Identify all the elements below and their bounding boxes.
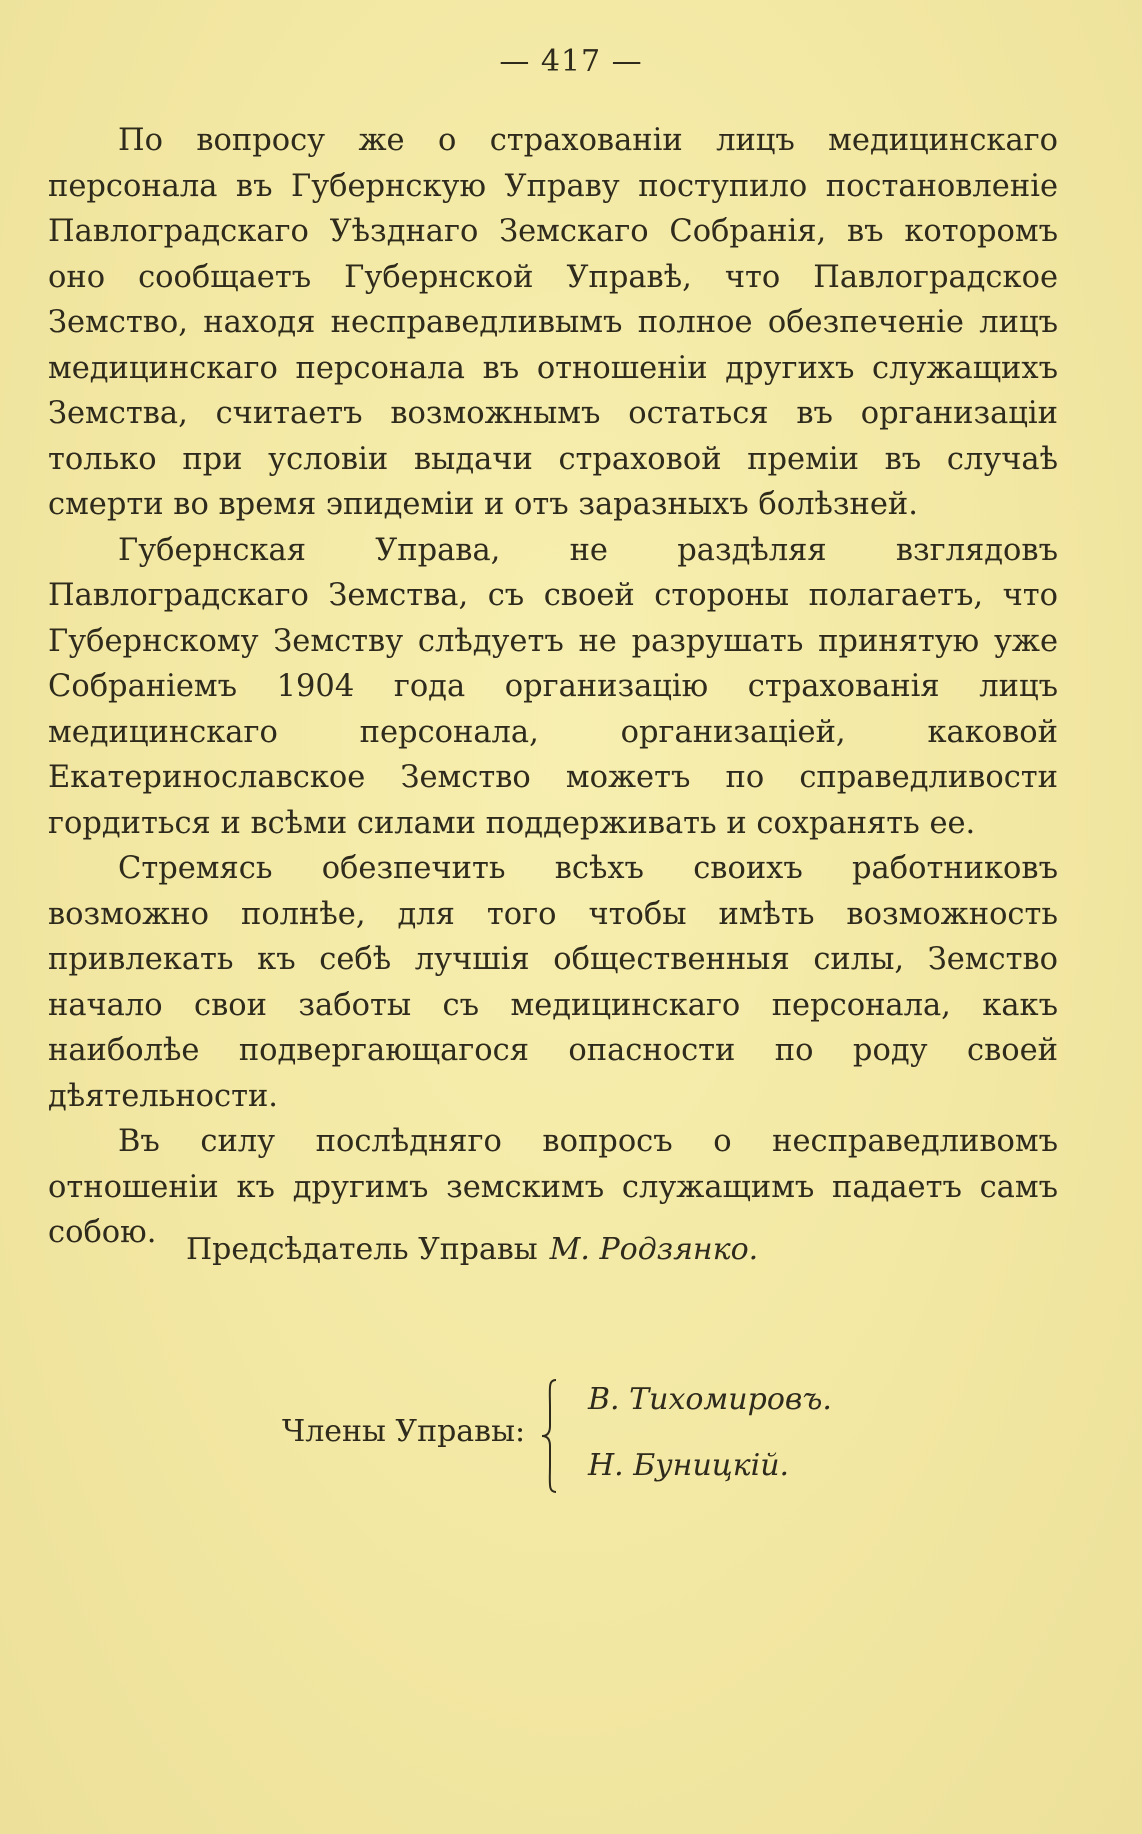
page-number: — 417 — [499, 44, 643, 79]
member-name: Н. Буницкій. [588, 1448, 790, 1483]
members-label: Члены Управы: [282, 1414, 526, 1449]
curly-brace-icon [540, 1378, 560, 1494]
chairman-name: М. Родзянко. [549, 1232, 759, 1267]
member-name: В. Тихомировъ. [588, 1382, 832, 1417]
body-text [48, 118, 1058, 1256]
paragraph: Стремясь обезпечить всѣхъ своихъ работниковъ возможно полнѣе, для того чтобы имѣть возможность привлекать къ себѣ лучшія общественныя силы, Земство начало свои заботы съ медицинскаго персонала, какъ наиболѣе подвергающагося опасности по роду своей дѣятельности. [48, 851, 1058, 1114]
board-members [282, 1372, 882, 1502]
paragraph: Въ силу послѣдняго вопросъ о несправедливомъ отношеніи къ другимъ земскимъ служащимъ падаетъ самъ собою. [48, 1124, 1058, 1250]
paragraph: По вопросу же о страхованіи лицъ медицинскаго персонала въ Губернскую Управу поступило постановленіе Павлоградскаго Уѣзднаго Земскаго Собранія, въ которомъ оно сообщаетъ Губернской Управѣ, что Павлоградское Земство, находя несправедливымъ полное обезпеченіе лицъ медицинскаго персонала въ отношеніи другихъ служащихъ Земства, считаетъ возможнымъ остаться въ организаціи только при условіи выдачи страховой преміи въ случаѣ смерти во время эпидеміи и отъ заразныхъ болѣзней. [48, 123, 1058, 522]
paragraph: Губернская Управа, не раздѣляя взглядовъ Павлоградскаго Земства, съ своей стороны полагаетъ, что Губернскому Земству слѣдуетъ не разрушать принятую уже Собраніемъ 1904 года организацію страхованія лицъ медицинскаго персонала, организаціей, каковой Екатеринославское Земство можетъ по справедливости гордиться и всѣми силами поддерживать и сохранять ее. [48, 532, 1058, 841]
chairman-title: Предсѣдатель Управы [186, 1232, 538, 1267]
chairman-signature [186, 1232, 758, 1267]
